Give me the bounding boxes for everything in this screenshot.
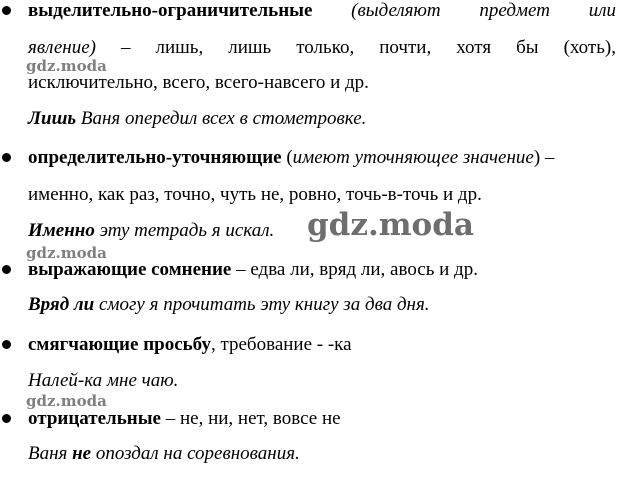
item-5-example-pre: Ваня	[28, 443, 73, 464]
watermark: gdz.moda	[26, 57, 107, 75]
watermark: gdz.moda	[26, 392, 107, 410]
item-3-line-1	[28, 259, 478, 281]
item-2-term: определительно-уточняющие	[28, 147, 282, 168]
item-4-example: Налей-ка мне чаю.	[28, 370, 179, 391]
item-2-paren-close: ) –	[533, 147, 555, 168]
item-2-paren-text: имеют уточняющее значение	[292, 147, 534, 168]
item-4-line-1	[28, 334, 352, 356]
item-5-line-1	[28, 408, 341, 430]
item-1-paren-end: явление)	[28, 37, 96, 58]
item-3-example	[28, 294, 430, 316]
item-1-term: выделительно-ограничительные	[28, 0, 313, 21]
item-1-word: –	[121, 37, 131, 58]
item-1-line-2	[28, 37, 616, 59]
item-1-word: (хоть),	[563, 37, 616, 58]
item-4-term: смягчающие просьбу	[28, 334, 211, 355]
item-3-rest: – едва ли, вряд ли, авось и др.	[231, 259, 478, 280]
item-2-paren-open: (	[281, 147, 293, 168]
item-1-word: только,	[296, 37, 355, 58]
watermark: gdz.moda	[307, 207, 474, 243]
item-4-rest: , требование - -ка	[210, 334, 352, 355]
item-5-rest: – не, ни, нет, вовсе не	[160, 408, 341, 429]
item-1-paren-word-3: или	[588, 0, 616, 21]
item-5-term: отрицательные	[28, 408, 161, 429]
item-2-line-1	[28, 147, 554, 169]
bullet-2	[2, 153, 11, 162]
item-1-line-1	[28, 0, 616, 22]
item-1-word: хотя	[456, 37, 492, 58]
item-3-term: выражающие сомнение	[28, 259, 232, 280]
item-1-example-bold: Лишь	[28, 108, 77, 129]
item-3-example-bold: Вряд ли	[28, 294, 95, 315]
item-1-word: лишь	[228, 37, 272, 58]
item-2-example	[28, 220, 274, 242]
item-1-word: бы	[516, 37, 539, 58]
item-2-example-bold: Именно	[28, 220, 95, 241]
bullet-5	[2, 414, 11, 423]
bullet-4	[2, 340, 11, 349]
item-1-word: лишь,	[155, 37, 204, 58]
item-1-word: почти,	[379, 37, 432, 58]
item-1-example	[28, 108, 366, 130]
item-2-example-rest: эту тетрадь я искал.	[94, 220, 275, 241]
item-1-paren-word-1: (выделяют	[351, 0, 441, 21]
item-5-example-rest: опоздал на соревнования.	[91, 443, 300, 464]
item-3-example-rest: смогу я прочитать эту книгу за два дня.	[94, 294, 430, 315]
watermark: gdz.moda	[26, 244, 107, 262]
item-5-example-bold: не	[72, 443, 92, 464]
bullet-1	[2, 6, 11, 15]
item-1-paren-word-2: предмет	[479, 0, 550, 21]
bullet-3	[2, 265, 11, 274]
item-2-line-2: именно, как раз, точно, чуть не, ровно, точь-в-точь и др.	[28, 184, 482, 205]
item-1-example-rest: Ваня опередил всех в стометровке.	[76, 108, 367, 129]
item-1-line-3: исключительно, всего, всего-навсего и др.	[28, 72, 369, 93]
item-5-example	[28, 443, 300, 465]
